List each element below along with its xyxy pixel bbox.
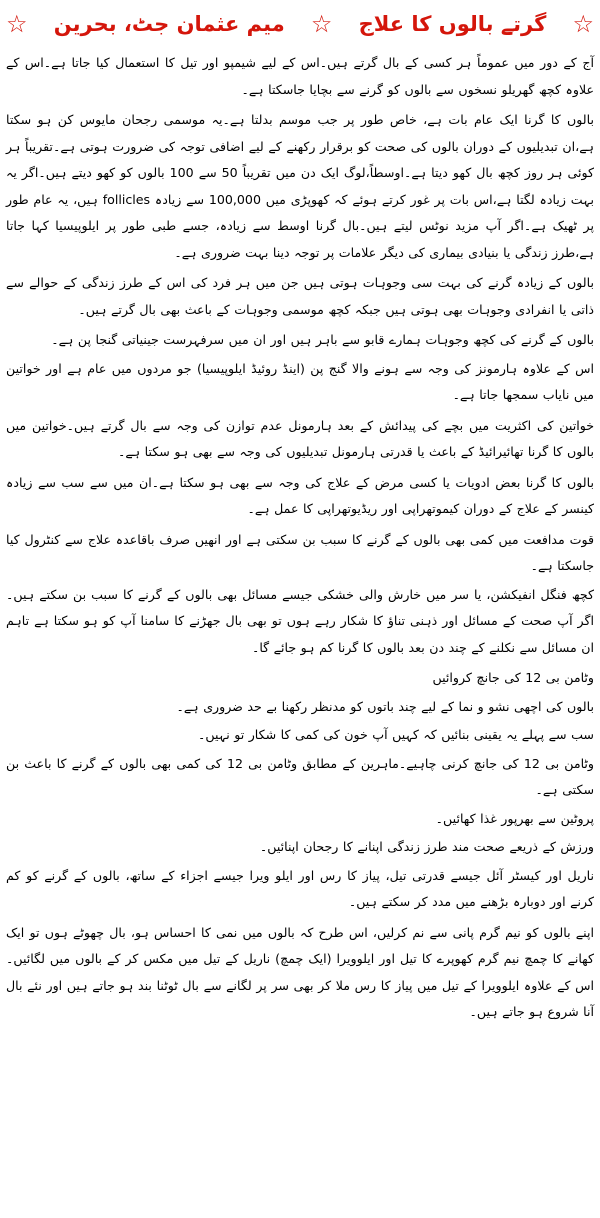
paragraph: بالوں کے زیادہ گرنے کی بہت سی وجوہات ہوتی ہیں جن میں ہر فرد کی اس کے طرز زندگی کے حوالے سے ذاتی یا انفرادی وجوہات بھی ہوتی ہیں جبکہ کچھ موسمی وجوہات کے باعث بھی بال گرتے ہیں۔ <box>6 275 594 317</box>
paragraph: ناریل اور کیسٹر آئل جیسے قدرتی تیل، پیاز کا رس اور ایلو ویرا جیسے اجزاء کے ساتھ، بالوں کے گرنے کو کم کرنے اور دوبارہ بڑھنے میں مدد کر سکتے ہیں۔ <box>6 867 594 909</box>
star-icon: ☆ <box>310 10 333 38</box>
paragraph: کچھ فنگل انفیکشن، یا سر میں خارش والی خشکی جیسے مسائل بھی بالوں کے گرنے کا سبب بن سکتے ہیں۔اگر آپ صحت کے مسائل اور ذہنی تناؤ کا شکار رہے ہوں تو بھی بال جھڑنے کا سامنا آپ کو ہو سکتا ہے تاہم ان مسائل سے نکلنے کے چند دن بعد بالوں کا گرنا کم ہو جائے گا۔ <box>6 586 594 655</box>
paragraph: خواتین کی اکثریت میں بچے کی پیدائش کے بعد ہارمونل عدم توازن کی وجہ سے بال گرتے ہیں۔خواتین میں بالوں کا گرنا تھائیرائیڈ کے باعث یا قدرتی ہارمونل تبدیلیوں کی وجہ سے بھی ہو سکتا ہے۔ <box>6 417 594 459</box>
article-author: میم عثمان جٹ، بحرین <box>53 12 285 36</box>
star-icon: ☆ <box>6 10 28 38</box>
paragraph: آج کے دور میں عموماً ہر کسی کے بال گرتے ہیں۔اس کے لیے شیمپو اور تیل کا استعمال کیا جاتا ہے۔اس کے علاوہ کچھ گھریلو نسخوں سے بالوں کو گرنے سے بچایا جاسکتا ہے۔ <box>6 55 594 97</box>
paragraph: بالوں کی اچھی نشو و نما کے لیے چند باتوں کو مدنظر رکھنا بے حد ضروری ہے۔ <box>176 698 594 714</box>
paragraph: اس کے علاوہ ہارمونز کی وجہ سے ہونے والا گنج پن (اینڈ روئیڈ ایلوپیسیا) جو مردوں میں عام ہے اور خواتین میں نایاب سمجھا جاتا ہے۔ <box>6 360 594 402</box>
star-icon: ☆ <box>572 10 594 38</box>
paragraph: ورزش کے ذریعے صحت مند طرز زندگی اپنانے کا رجحان اپنائیں۔ <box>259 839 594 854</box>
paragraph: بالوں کے گرنے کی کچھ وجوہات ہمارے قابو سے باہر ہیں اور ان میں سرفہرست جینیاتی گنجا پن ہے۔ <box>51 332 594 347</box>
paragraph: سب سے پہلے یہ یقینی بنائیں کہ کہیں آپ خون کی کمی کا شکار تو نہیں۔ <box>198 727 594 742</box>
article-header <box>6 4 594 44</box>
paragraph: قوت مدافعت میں کمی بھی بالوں کے گرنے کا سبب بن سکتی ہے اور انھیں صرف باقاعدہ علاج سے کنٹرول کیا جاسکتا ہے۔ <box>6 531 594 573</box>
paragraph: وٹامن بی 12 کی جانچ کرنی چاہیے۔ماہرین کے مطابق وٹامن بی 12 کی کمی بھی بالوں کے گرنے کا باعث بن سکتی ہے۔ <box>6 755 594 797</box>
article-title: گرتے بالوں کا علاج <box>358 12 547 36</box>
subheading: وٹامن بی 12 کی جانچ کروائیں <box>432 670 594 685</box>
paragraph: پروٹین سے بھرپور غذا کھائیں۔ <box>435 810 594 826</box>
paragraph: اپنے بالوں کو نیم گرم پانی سے نم کرلیں، اس طرح کہ بالوں میں نمی کا احساس ہو، بال چھوٹے ہوں تو ایک کھانے کا چمچ نیم گرم کھوپرے کا تیل اور ایلوویرا (ایک چمچ) ناریل کے تیل میں مکس کر کے بالوں میں لگائیں۔اس کے علاوہ ایلوویرا کے تیل میں پیاز کا رس ملا کر بھی سر پر لگانے سے بال ٹوٹنا بند ہو جاتے ہیں اور نئے بال آنا شروع ہو جاتے ہیں۔ <box>6 924 594 1019</box>
paragraph: بالوں کا گرنا بعض ادویات یا کسی مرض کے علاج کی وجہ سے بھی ہو سکتا ہے۔ان میں سے سب سے زیادہ کینسر کے علاج کے دوران کیموتھراپی اور ریڈیوتھراپی کا عمل ہے۔ <box>6 474 594 516</box>
article-body <box>6 50 594 1026</box>
paragraph: بالوں کا گرنا ایک عام بات ہے، خاص طور پر جب موسم بدلتا ہے۔یہ موسمی رجحان مایوس کن ہو سکتا ہے،ان تبدیلیوں کے دوران بالوں کی صحت کو برقرار رکھنے کے لیے اضافی توجہ کی ضرورت ہوتی ہے۔تقریباً ہر کوئی ہر روز کچھ بال کھو دیتا ہے۔اوسطاً،لوگ ایک دن میں تقریباً 50 سے 100 بالوں کو کھو دیتے ہیں۔اگر یہ بہت زیادہ لگتا ہے،اس بات پر غور کرتے ہوئے کہ کھوپڑی میں 100,000 سے زیادہ follicles ہیں، یہ عام طور پر ٹھیک ہے۔اگر آپ مزید نوٹس لیتے ہیں۔بال گرنا اوسط سے زیادہ، جسے طبی طور پر ایلوپیسیا کہا جاتا ہے،طرز زندگی یا بنیادی بیماری کی دیگر علامات پر توجہ دینا بہت ضروری ہے۔ <box>6 112 595 260</box>
